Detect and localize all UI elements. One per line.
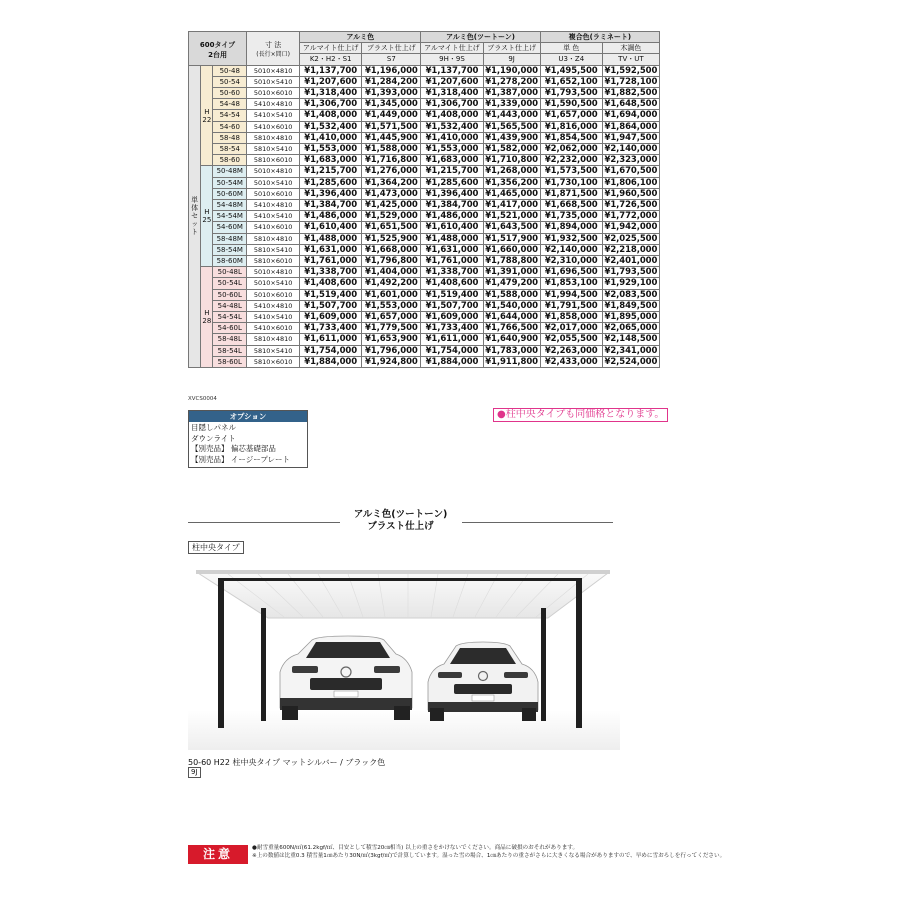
- size-cell: 5410×4810: [247, 99, 300, 110]
- size-cell: 5410×4810: [247, 200, 300, 211]
- finish-header: ブラスト仕上げ: [362, 43, 421, 54]
- size-cell: 5810×5410: [247, 244, 300, 255]
- price-cell: ¥1,761,000: [421, 256, 483, 267]
- price-cell: ¥1,640,900: [483, 334, 540, 345]
- price-cell: ¥1,793,500: [540, 88, 602, 99]
- price-cell: ¥2,055,500: [540, 334, 602, 345]
- model-cell: 54-60: [213, 121, 247, 132]
- model-cell: 50-54M: [213, 177, 247, 188]
- finish-header: ブラスト仕上げ: [483, 43, 540, 54]
- size-cell: 5010×6010: [247, 289, 300, 300]
- model-cell: 58-54L: [213, 345, 247, 356]
- price-cell: ¥1,884,000: [300, 356, 362, 367]
- table-row: [189, 166, 660, 177]
- photo-color-code: 9J: [188, 767, 201, 778]
- price-cell: ¥1,816,000: [540, 121, 602, 132]
- price-cell: ¥1,215,700: [421, 166, 483, 177]
- price-cell: ¥1,553,000: [421, 144, 483, 155]
- price-cell: ¥1,488,000: [300, 233, 362, 244]
- model-cell: 58-48M: [213, 233, 247, 244]
- table-row: [189, 88, 660, 99]
- price-cell: ¥1,190,000: [483, 65, 540, 76]
- color-code-header: U3・Z4: [540, 54, 602, 65]
- table-row: [189, 323, 660, 334]
- table-row: [189, 233, 660, 244]
- option-item: ダウンライト: [191, 433, 236, 443]
- price-cell: ¥1,276,000: [362, 166, 421, 177]
- price-cell: ¥2,263,000: [540, 345, 602, 356]
- same-price-note: ●柱中央タイプも同価格となります。: [493, 408, 668, 422]
- size-cell: 5410×5410: [247, 312, 300, 323]
- price-cell: ¥1,648,500: [602, 99, 659, 110]
- color-code-header: 9H・9S: [421, 54, 483, 65]
- notice-text: [252, 845, 792, 860]
- price-cell: ¥1,486,000: [300, 211, 362, 222]
- price-cell: ¥1,525,900: [362, 233, 421, 244]
- price-cell: ¥2,062,000: [540, 144, 602, 155]
- price-cell: ¥2,433,000: [540, 356, 602, 367]
- model-cell: 50-48: [213, 65, 247, 76]
- model-cell: 50-60L: [213, 289, 247, 300]
- price-cell: ¥1,611,000: [421, 334, 483, 345]
- price-cell: ¥1,864,000: [602, 121, 659, 132]
- price-cell: ¥1,754,000: [300, 345, 362, 356]
- price-cell: ¥1,942,000: [602, 222, 659, 233]
- size-cell: 5410×5410: [247, 110, 300, 121]
- model-cell: 58-54M: [213, 244, 247, 255]
- price-table: [188, 31, 660, 368]
- price-cell: ¥1,894,000: [540, 222, 602, 233]
- size-cell: 5810×6010: [247, 256, 300, 267]
- price-cell: ¥1,410,000: [421, 132, 483, 143]
- notice-line: ●耐雪重量600N/㎡(61.2kgf/㎡、目安として積雪20㎝相当) 以上の重さをかけないでください。商品に破損のおそれがあります。: [252, 845, 579, 851]
- table-row: [189, 144, 660, 155]
- price-cell: ¥1,994,500: [540, 289, 602, 300]
- price-cell: ¥1,651,500: [362, 222, 421, 233]
- table-row: [189, 155, 660, 166]
- size-cell: 5010×4810: [247, 65, 300, 76]
- price-cell: ¥1,657,000: [540, 110, 602, 121]
- price-cell: ¥1,735,000: [540, 211, 602, 222]
- table-row: [189, 345, 660, 356]
- size-cell: 5410×6010: [247, 121, 300, 132]
- section-title: [188, 509, 613, 533]
- price-cell: ¥1,439,900: [483, 132, 540, 143]
- price-cell: ¥1,553,000: [300, 144, 362, 155]
- color-group-header: アルミ色: [300, 32, 421, 43]
- price-cell: ¥2,341,000: [602, 345, 659, 356]
- price-cell: ¥1,853,100: [540, 278, 602, 289]
- price-cell: ¥1,396,400: [421, 188, 483, 199]
- price-cell: ¥1,783,000: [483, 345, 540, 356]
- table-row: [189, 356, 660, 367]
- table-row: [189, 110, 660, 121]
- color-code-header: TV・UT: [602, 54, 659, 65]
- size-header-line2: (長行×間口): [256, 50, 290, 58]
- price-cell: ¥1,532,400: [421, 121, 483, 132]
- model-cell: 50-48M: [213, 166, 247, 177]
- price-cell: ¥1,710,800: [483, 155, 540, 166]
- price-cell: ¥1,519,400: [300, 289, 362, 300]
- price-cell: ¥1,779,500: [362, 323, 421, 334]
- table-row: [189, 267, 660, 278]
- carport-photo: [188, 560, 620, 750]
- size-cell: 5810×6010: [247, 356, 300, 367]
- price-cell: ¥1,521,000: [483, 211, 540, 222]
- price-cell: ¥1,772,000: [602, 211, 659, 222]
- price-cell: ¥1,683,000: [421, 155, 483, 166]
- price-cell: ¥1,338,700: [421, 267, 483, 278]
- notice-badge: 注意: [188, 845, 248, 864]
- size-cell: 5010×6010: [247, 188, 300, 199]
- size-cell: 5010×4810: [247, 267, 300, 278]
- size-cell: 5410×6010: [247, 323, 300, 334]
- size-cell: 5010×5410: [247, 278, 300, 289]
- price-cell: ¥1,754,000: [421, 345, 483, 356]
- table-row: [189, 300, 660, 311]
- price-cell: ¥1,196,000: [362, 65, 421, 76]
- price-cell: ¥1,871,500: [540, 188, 602, 199]
- size-header: [247, 32, 300, 66]
- table-row: [189, 312, 660, 323]
- table-row: [189, 65, 660, 76]
- model-cell: 58-48L: [213, 334, 247, 345]
- price-cell: ¥1,486,000: [421, 211, 483, 222]
- price-cell: ¥2,323,000: [602, 155, 659, 166]
- price-cell: ¥1,601,000: [362, 289, 421, 300]
- size-header-line1: 寸 法: [264, 40, 282, 49]
- color-code-header: 9J: [483, 54, 540, 65]
- price-cell: ¥1,364,200: [362, 177, 421, 188]
- price-cell: ¥1,519,400: [421, 289, 483, 300]
- price-cell: ¥1,728,100: [602, 76, 659, 87]
- price-cell: ¥1,507,700: [421, 300, 483, 311]
- model-cell: 54-60L: [213, 323, 247, 334]
- price-cell: ¥1,796,800: [362, 256, 421, 267]
- price-cell: ¥1,791,500: [540, 300, 602, 311]
- model-cell: 58-54: [213, 144, 247, 155]
- price-table-body: [189, 65, 660, 367]
- size-cell: 5010×4810: [247, 166, 300, 177]
- model-cell: 58-60M: [213, 256, 247, 267]
- price-cell: ¥1,631,000: [421, 244, 483, 255]
- option-item: 【別売品】 イージープレート: [191, 454, 291, 464]
- price-cell: ¥1,571,500: [362, 121, 421, 132]
- color-group-header: 複合色(ラミネート): [540, 32, 659, 43]
- size-cell: 5410×6010: [247, 222, 300, 233]
- price-cell: ¥1,858,000: [540, 312, 602, 323]
- price-cell: ¥1,657,000: [362, 312, 421, 323]
- model-cell: 54-54: [213, 110, 247, 121]
- price-cell: ¥1,660,000: [483, 244, 540, 255]
- price-cell: ¥1,408,600: [300, 278, 362, 289]
- section-heading: [188, 509, 613, 535]
- price-cell: ¥2,310,000: [540, 256, 602, 267]
- size-cell: 5810×4810: [247, 132, 300, 143]
- price-cell: ¥2,017,000: [540, 323, 602, 334]
- price-cell: ¥1,492,200: [362, 278, 421, 289]
- finish-header: アルマイト仕上げ: [421, 43, 483, 54]
- price-cell: ¥1,588,000: [362, 144, 421, 155]
- section-title-line2: ブラスト仕上げ: [367, 521, 434, 532]
- price-cell: ¥2,148,500: [602, 334, 659, 345]
- price-cell: ¥1,408,000: [300, 110, 362, 121]
- price-cell: ¥1,631,000: [300, 244, 362, 255]
- model-cell: 58-48: [213, 132, 247, 143]
- price-cell: ¥1,285,600: [421, 177, 483, 188]
- price-cell: ¥1,726,500: [602, 200, 659, 211]
- color-group-header: アルミ色(ツートーン): [421, 32, 540, 43]
- size-cell: 5810×4810: [247, 334, 300, 345]
- price-cell: ¥2,025,500: [602, 233, 659, 244]
- price-cell: ¥1,384,700: [421, 200, 483, 211]
- price-cell: ¥1,694,000: [602, 110, 659, 121]
- section-title-line1: アルミ色(ツートーン): [353, 509, 448, 520]
- price-cell: ¥1,730,100: [540, 177, 602, 188]
- table-row: [189, 200, 660, 211]
- table-row: [189, 334, 660, 345]
- table-row: [189, 132, 660, 143]
- price-cell: ¥1,396,400: [300, 188, 362, 199]
- table-row: [189, 76, 660, 87]
- price-cell: ¥1,609,000: [300, 312, 362, 323]
- price-cell: ¥1,532,400: [300, 121, 362, 132]
- size-cell: 5410×4810: [247, 300, 300, 311]
- price-cell: ¥1,733,400: [421, 323, 483, 334]
- price-cell: ¥1,716,800: [362, 155, 421, 166]
- price-cell: ¥1,610,400: [421, 222, 483, 233]
- options-title: オプション: [189, 411, 307, 422]
- price-cell: ¥1,668,500: [540, 200, 602, 211]
- model-cell: 50-54L: [213, 278, 247, 289]
- price-cell: ¥1,670,500: [602, 166, 659, 177]
- price-cell: ¥2,140,000: [602, 144, 659, 155]
- finish-header: アルマイト仕上げ: [300, 43, 362, 54]
- price-cell: ¥1,391,000: [483, 267, 540, 278]
- finish-header: 単 色: [540, 43, 602, 54]
- size-cell: 5810×5410: [247, 345, 300, 356]
- size-cell: 5810×6010: [247, 155, 300, 166]
- price-cell: ¥1,895,000: [602, 312, 659, 323]
- model-cell: 50-60M: [213, 188, 247, 199]
- model-cell: 58-60: [213, 155, 247, 166]
- price-cell: ¥1,588,000: [483, 289, 540, 300]
- price-cell: ¥1,384,700: [300, 200, 362, 211]
- model-cell: 58-60L: [213, 356, 247, 367]
- price-cell: ¥1,911,800: [483, 356, 540, 367]
- price-cell: ¥1,540,000: [483, 300, 540, 311]
- height-group-label: H 22: [201, 65, 213, 166]
- price-cell: ¥1,882,500: [602, 88, 659, 99]
- table-row: [189, 121, 660, 132]
- price-cell: ¥1,796,000: [362, 345, 421, 356]
- type-header: [189, 32, 247, 66]
- height-group-label: H 28: [201, 267, 213, 368]
- price-cell: ¥1,611,000: [300, 334, 362, 345]
- carport-roof: [196, 570, 610, 618]
- price-cell: ¥2,524,000: [602, 356, 659, 367]
- model-cell: 54-48M: [213, 200, 247, 211]
- price-cell: ¥1,788,800: [483, 256, 540, 267]
- finish-header: 木調色: [602, 43, 659, 54]
- model-cell: 50-54: [213, 76, 247, 87]
- price-cell: ¥1,761,000: [300, 256, 362, 267]
- notice-line: ※上の数値は比重0.3 積雪量1㎝あたり30N/㎡(3kgf/㎡)で計算しています。湿った雪の場合、1㎝あたりの重さがさらに大きくなる場合がありますので、早めに雪おろしを行ってください。: [252, 852, 726, 859]
- price-cell: ¥1,306,700: [421, 99, 483, 110]
- price-cell: ¥1,410,000: [300, 132, 362, 143]
- price-cell: ¥1,345,000: [362, 99, 421, 110]
- price-cell: ¥1,425,000: [362, 200, 421, 211]
- price-cell: ¥1,387,000: [483, 88, 540, 99]
- type-label: 柱中央タイプ: [188, 541, 244, 554]
- price-cell: ¥1,207,600: [300, 76, 362, 87]
- document-code: XVCS0004: [188, 396, 217, 402]
- price-cell: ¥1,495,500: [540, 65, 602, 76]
- price-cell: ¥1,465,000: [483, 188, 540, 199]
- price-cell: ¥1,947,500: [602, 132, 659, 143]
- price-cell: ¥1,610,400: [300, 222, 362, 233]
- price-cell: ¥2,140,000: [540, 244, 602, 255]
- table-row: [189, 278, 660, 289]
- price-cell: ¥2,065,000: [602, 323, 659, 334]
- table-row: [189, 99, 660, 110]
- price-cell: ¥1,137,700: [421, 65, 483, 76]
- price-cell: ¥1,339,000: [483, 99, 540, 110]
- price-cell: ¥1,854,500: [540, 132, 602, 143]
- price-cell: ¥1,278,200: [483, 76, 540, 87]
- price-cell: ¥1,696,500: [540, 267, 602, 278]
- price-cell: ¥1,766,500: [483, 323, 540, 334]
- price-cell: ¥1,643,500: [483, 222, 540, 233]
- price-cell: ¥1,393,000: [362, 88, 421, 99]
- model-cell: 50-60: [213, 88, 247, 99]
- price-cell: ¥1,443,000: [483, 110, 540, 121]
- price-cell: ¥1,849,500: [602, 300, 659, 311]
- price-cell: ¥1,507,700: [300, 300, 362, 311]
- photo-caption: 50-60 H22 柱中央タイプ マットシルバー / ブラック色: [188, 758, 386, 767]
- price-cell: ¥1,529,000: [362, 211, 421, 222]
- option-item: 【別売品】 偏芯基礎部品: [191, 444, 276, 453]
- price-cell: ¥1,590,500: [540, 99, 602, 110]
- price-cell: ¥1,924,800: [362, 356, 421, 367]
- price-cell: ¥1,609,000: [421, 312, 483, 323]
- price-cell: ¥1,306,700: [300, 99, 362, 110]
- price-cell: ¥1,960,500: [602, 188, 659, 199]
- option-item: 目隠しパネル: [191, 423, 236, 432]
- options-list: [189, 422, 307, 467]
- color-code-header: S7: [362, 54, 421, 65]
- model-cell: 50-48L: [213, 267, 247, 278]
- table-row: [189, 244, 660, 255]
- price-cell: ¥1,488,000: [421, 233, 483, 244]
- price-cell: ¥1,207,600: [421, 76, 483, 87]
- price-cell: ¥1,137,700: [300, 65, 362, 76]
- price-cell: ¥1,479,200: [483, 278, 540, 289]
- price-cell: ¥1,356,200: [483, 177, 540, 188]
- table-row: [189, 222, 660, 233]
- price-cell: ¥1,668,000: [362, 244, 421, 255]
- price-cell: ¥1,517,900: [483, 233, 540, 244]
- price-cell: ¥1,338,700: [300, 267, 362, 278]
- price-cell: ¥1,445,900: [362, 132, 421, 143]
- price-cell: ¥1,285,600: [300, 177, 362, 188]
- model-cell: 54-48: [213, 99, 247, 110]
- model-cell: 54-48L: [213, 300, 247, 311]
- table-row: [189, 256, 660, 267]
- table-row: [189, 289, 660, 300]
- price-cell: ¥1,408,600: [421, 278, 483, 289]
- size-cell: 5010×5410: [247, 177, 300, 188]
- price-cell: ¥1,408,000: [421, 110, 483, 121]
- price-cell: ¥1,318,400: [421, 88, 483, 99]
- type-label-line1: 600タイプ: [199, 40, 236, 49]
- price-cell: ¥1,592,500: [602, 65, 659, 76]
- price-cell: ¥1,806,100: [602, 177, 659, 188]
- price-cell: ¥1,884,000: [421, 356, 483, 367]
- price-cell: ¥1,268,000: [483, 166, 540, 177]
- price-cell: ¥1,683,000: [300, 155, 362, 166]
- price-cell: ¥1,652,100: [540, 76, 602, 87]
- table-row: [189, 211, 660, 222]
- price-cell: ¥1,417,000: [483, 200, 540, 211]
- price-cell: ¥1,733,400: [300, 323, 362, 334]
- size-cell: 5010×6010: [247, 88, 300, 99]
- price-cell: ¥2,218,000: [602, 244, 659, 255]
- price-cell: ¥1,215,700: [300, 166, 362, 177]
- price-cell: ¥1,582,000: [483, 144, 540, 155]
- price-cell: ¥1,573,500: [540, 166, 602, 177]
- price-cell: ¥1,644,000: [483, 312, 540, 323]
- color-code-header: K2・H2・S1: [300, 54, 362, 65]
- price-cell: ¥2,232,000: [540, 155, 602, 166]
- price-cell: ¥1,653,900: [362, 334, 421, 345]
- price-cell: ¥2,401,000: [602, 256, 659, 267]
- price-cell: ¥1,932,500: [540, 233, 602, 244]
- price-cell: ¥1,565,500: [483, 121, 540, 132]
- price-cell: ¥1,553,000: [362, 300, 421, 311]
- table-row: [189, 188, 660, 199]
- table-row: [189, 177, 660, 188]
- price-cell: ¥1,318,400: [300, 88, 362, 99]
- model-cell: 54-54M: [213, 211, 247, 222]
- price-cell: ¥1,449,000: [362, 110, 421, 121]
- size-cell: 5410×5410: [247, 211, 300, 222]
- size-cell: 5810×5410: [247, 144, 300, 155]
- model-cell: 54-54L: [213, 312, 247, 323]
- type-label-line2: 2台用: [208, 50, 227, 59]
- price-cell: ¥2,083,500: [602, 289, 659, 300]
- price-cell: ¥1,929,100: [602, 278, 659, 289]
- height-group-label: H 25: [201, 166, 213, 267]
- options-box: [188, 410, 308, 468]
- price-cell: ¥1,473,000: [362, 188, 421, 199]
- set-label: 単 体 セ ッ ト: [189, 65, 201, 367]
- price-cell: ¥1,793,500: [602, 267, 659, 278]
- size-cell: 5810×4810: [247, 233, 300, 244]
- model-cell: 54-60M: [213, 222, 247, 233]
- size-cell: 5010×5410: [247, 76, 300, 87]
- price-cell: ¥1,284,200: [362, 76, 421, 87]
- price-cell: ¥1,404,000: [362, 267, 421, 278]
